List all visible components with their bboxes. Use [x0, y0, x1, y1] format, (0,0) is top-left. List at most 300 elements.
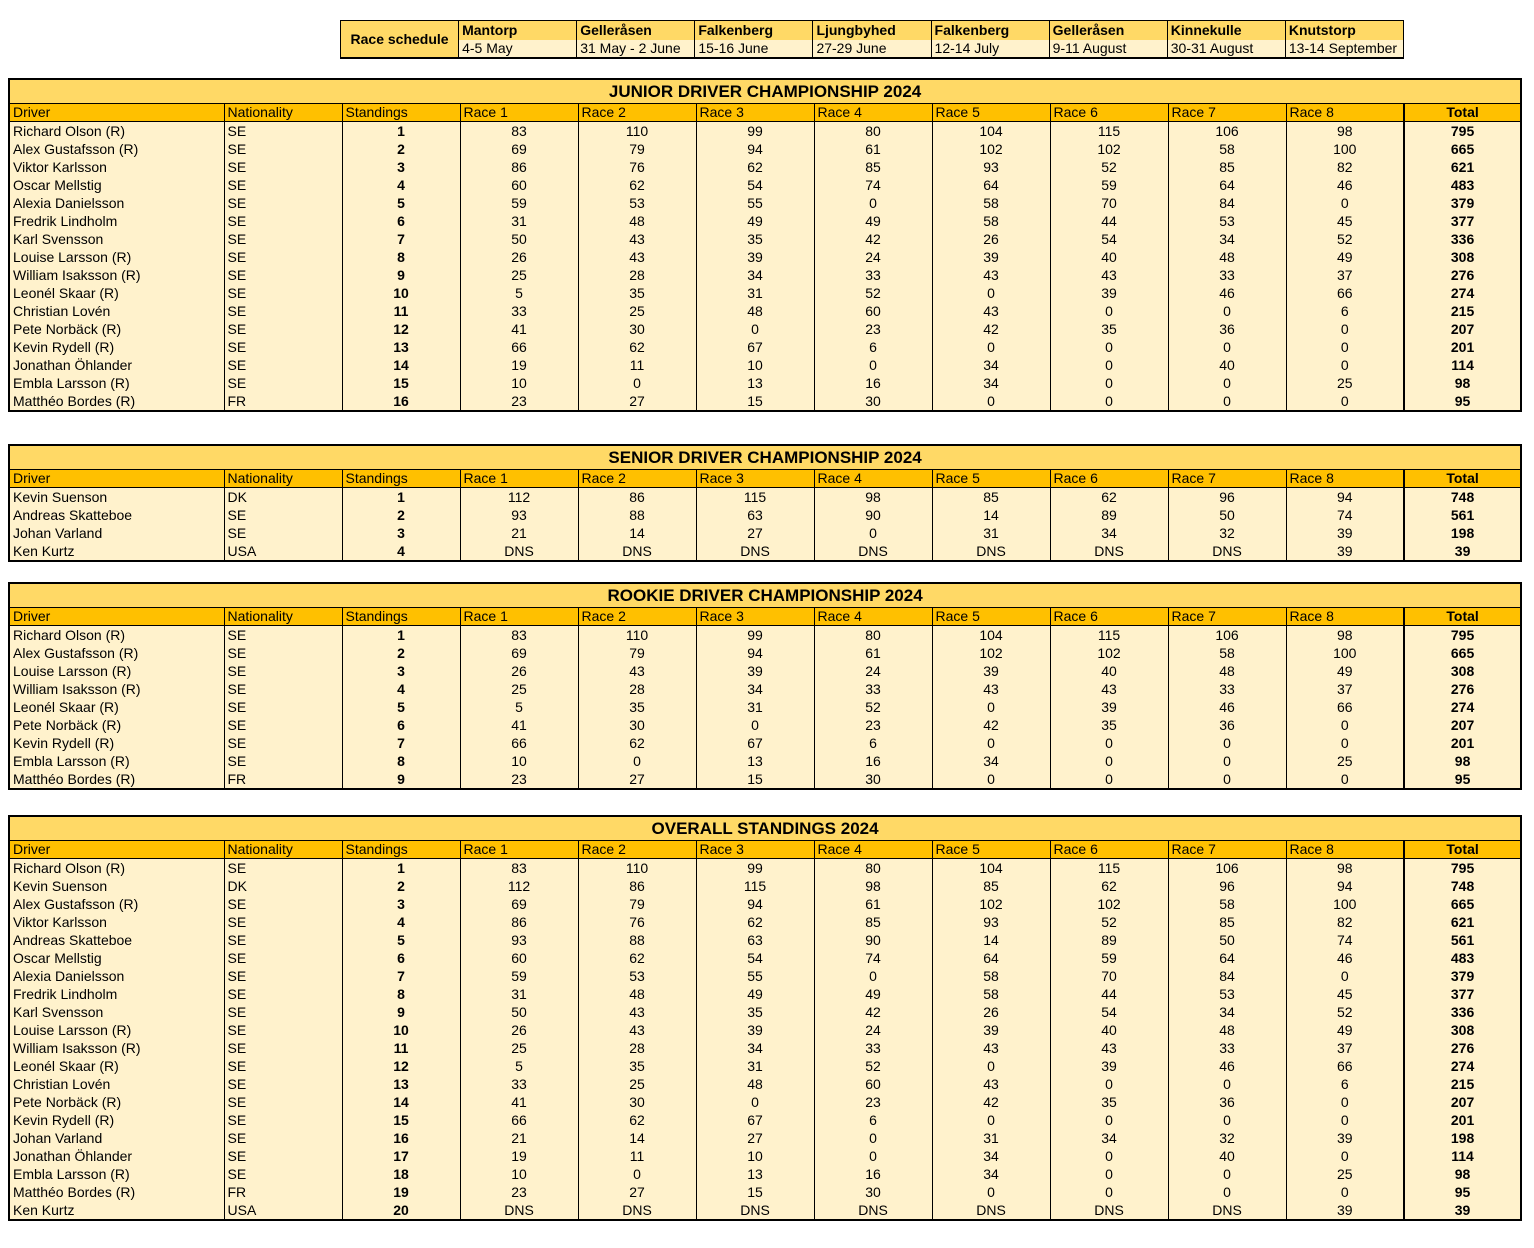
race-points: 79 — [578, 140, 696, 158]
race-points: 32 — [1168, 524, 1286, 542]
column-header: Race 1 — [460, 470, 578, 488]
driver-name: Andreas Skatteboe — [9, 931, 224, 949]
race-points: DNS — [460, 1201, 578, 1220]
race-points: 28 — [578, 680, 696, 698]
race-points: 0 — [814, 967, 932, 985]
table-row — [9, 1039, 1521, 1057]
race-points: 94 — [696, 140, 814, 158]
driver-name: Louise Larsson (R) — [9, 248, 224, 266]
table-row — [9, 1057, 1521, 1075]
total-points: 198 — [1404, 1129, 1521, 1147]
race-points: 115 — [1050, 859, 1168, 878]
race-points: 39 — [1050, 284, 1168, 302]
nationality: SE — [224, 1165, 342, 1183]
nationality: SE — [224, 680, 342, 698]
total-points: 308 — [1404, 1021, 1521, 1039]
race-points: 85 — [814, 913, 932, 931]
race-points: 39 — [932, 1021, 1050, 1039]
race-points: 34 — [932, 752, 1050, 770]
race-points: 115 — [1050, 122, 1168, 141]
nationality: SE — [224, 913, 342, 931]
race-points: 46 — [1286, 949, 1404, 967]
race-points: 27 — [578, 770, 696, 789]
race-points: 35 — [1050, 716, 1168, 734]
driver-name: Kevin Suenson — [9, 488, 224, 507]
race-points: 14 — [932, 506, 1050, 524]
race-points: 42 — [932, 1093, 1050, 1111]
total-points: 201 — [1404, 734, 1521, 752]
total-points: 795 — [1404, 626, 1521, 645]
race-points: 27 — [578, 392, 696, 411]
standing: 7 — [342, 734, 460, 752]
schedule-venue: Kinnekulle — [1167, 21, 1285, 41]
standing: 3 — [342, 524, 460, 542]
table-row — [9, 949, 1521, 967]
race-points: 43 — [578, 1021, 696, 1039]
standing: 2 — [342, 140, 460, 158]
race-points: 45 — [1286, 212, 1404, 230]
standing: 4 — [342, 913, 460, 931]
schedule-dates: 15-16 June — [695, 40, 813, 58]
race-points: 89 — [1050, 931, 1168, 949]
race-points: 23 — [460, 392, 578, 411]
race-points: 100 — [1286, 644, 1404, 662]
nationality: SE — [224, 212, 342, 230]
column-header: Race 3 — [696, 841, 814, 859]
race-points: 40 — [1168, 356, 1286, 374]
race-points: 40 — [1168, 1147, 1286, 1165]
race-points: 33 — [1168, 680, 1286, 698]
race-points: 0 — [1050, 338, 1168, 356]
race-points: 31 — [460, 985, 578, 1003]
driver-name: Viktor Karlsson — [9, 158, 224, 176]
race-points: 85 — [932, 877, 1050, 895]
column-header: Race 4 — [814, 104, 932, 122]
race-points: 94 — [1286, 877, 1404, 895]
race-points: 58 — [1168, 895, 1286, 913]
race-points: 106 — [1168, 122, 1286, 141]
nationality: SE — [224, 1129, 342, 1147]
race-points: 45 — [1286, 985, 1404, 1003]
nationality: DK — [224, 877, 342, 895]
column-header: Race 6 — [1050, 104, 1168, 122]
race-points: 62 — [578, 734, 696, 752]
race-points: 79 — [578, 644, 696, 662]
junior-standings-table — [8, 78, 1522, 412]
race-points: 44 — [1050, 212, 1168, 230]
race-points: 93 — [460, 506, 578, 524]
nationality: FR — [224, 770, 342, 789]
race-points: 48 — [696, 302, 814, 320]
total-points: 95 — [1404, 392, 1521, 411]
race-points: 25 — [1286, 752, 1404, 770]
table-row — [9, 194, 1521, 212]
race-points: 90 — [814, 506, 932, 524]
column-header: Race 6 — [1050, 608, 1168, 626]
nationality: FR — [224, 1183, 342, 1201]
race-points: 23 — [814, 1093, 932, 1111]
total-points: 377 — [1404, 212, 1521, 230]
race-points: 0 — [1050, 392, 1168, 411]
table-title: JUNIOR DRIVER CHAMPIONSHIP 2024 — [9, 79, 1521, 104]
race-points: 102 — [1050, 644, 1168, 662]
race-points: 98 — [1286, 859, 1404, 878]
race-points: 66 — [460, 1111, 578, 1129]
total-points: 483 — [1404, 949, 1521, 967]
standing: 2 — [342, 506, 460, 524]
schedule-venue: Mantorp — [459, 21, 577, 41]
race-points: 23 — [814, 716, 932, 734]
race-points: 34 — [1050, 524, 1168, 542]
nationality: SE — [224, 122, 342, 141]
schedule-venue: Gelleråsen — [1049, 21, 1167, 41]
race-points: 48 — [1168, 1021, 1286, 1039]
nationality: SE — [224, 716, 342, 734]
driver-name: Oscar Mellstig — [9, 176, 224, 194]
race-points: 61 — [814, 140, 932, 158]
column-header: Race 2 — [578, 104, 696, 122]
table-row — [9, 895, 1521, 913]
race-points: 94 — [696, 895, 814, 913]
schedule-venue: Falkenberg — [695, 21, 813, 41]
standing: 6 — [342, 212, 460, 230]
race-points: 86 — [578, 488, 696, 507]
driver-name: Matthéo Bordes (R) — [9, 392, 224, 411]
race-points: 49 — [814, 985, 932, 1003]
standing: 2 — [342, 877, 460, 895]
race-points: 52 — [814, 1057, 932, 1075]
total-points: 377 — [1404, 985, 1521, 1003]
race-points: 64 — [1168, 949, 1286, 967]
driver-name: Kevin Suenson — [9, 877, 224, 895]
driver-name: Louise Larsson (R) — [9, 662, 224, 680]
table-row — [9, 967, 1521, 985]
race-points: 52 — [814, 698, 932, 716]
nationality: USA — [224, 542, 342, 561]
race-points: 60 — [460, 949, 578, 967]
race-points: 35 — [696, 1003, 814, 1021]
race-points: 37 — [1286, 266, 1404, 284]
race-points: 30 — [578, 320, 696, 338]
nationality: SE — [224, 1075, 342, 1093]
race-points: 53 — [1168, 212, 1286, 230]
race-points: 102 — [932, 644, 1050, 662]
race-points: 34 — [1168, 1003, 1286, 1021]
race-points: 0 — [696, 1093, 814, 1111]
race-points: 35 — [1050, 320, 1168, 338]
table-row — [9, 770, 1521, 789]
race-points: 70 — [1050, 967, 1168, 985]
race-points: 54 — [696, 949, 814, 967]
column-header: Race 5 — [932, 104, 1050, 122]
race-points: 26 — [460, 662, 578, 680]
race-points: 10 — [460, 1165, 578, 1183]
race-points: 25 — [1286, 374, 1404, 392]
race-points: 0 — [1168, 752, 1286, 770]
race-points: 23 — [814, 320, 932, 338]
driver-name: Leonél Skaar (R) — [9, 284, 224, 302]
race-points: 6 — [814, 734, 932, 752]
race-points: 5 — [460, 284, 578, 302]
race-points: 83 — [460, 122, 578, 141]
total-points: 207 — [1404, 1093, 1521, 1111]
nationality: SE — [224, 698, 342, 716]
race-points: 0 — [1286, 770, 1404, 789]
race-points: 53 — [578, 194, 696, 212]
standing: 15 — [342, 1111, 460, 1129]
race-points: 115 — [696, 488, 814, 507]
driver-name: Alex Gustafsson (R) — [9, 140, 224, 158]
race-points: 44 — [1050, 985, 1168, 1003]
race-points: 67 — [696, 338, 814, 356]
standing: 17 — [342, 1147, 460, 1165]
table-row — [9, 230, 1521, 248]
race-points: 23 — [460, 770, 578, 789]
standing: 9 — [342, 266, 460, 284]
race-points: 67 — [696, 734, 814, 752]
total-points: 336 — [1404, 1003, 1521, 1021]
table-row — [9, 877, 1521, 895]
race-points: 50 — [460, 1003, 578, 1021]
race-points: 0 — [696, 716, 814, 734]
nationality: SE — [224, 230, 342, 248]
total-points: 379 — [1404, 194, 1521, 212]
race-points: 6 — [1286, 302, 1404, 320]
race-points: 16 — [814, 752, 932, 770]
standing: 7 — [342, 967, 460, 985]
table-row — [9, 374, 1521, 392]
race-points: 43 — [1050, 1039, 1168, 1057]
race-points: 0 — [932, 392, 1050, 411]
race-points: 58 — [932, 985, 1050, 1003]
race-points: DNS — [932, 542, 1050, 561]
race-points: 0 — [1168, 1183, 1286, 1201]
nationality: SE — [224, 644, 342, 662]
race-points: 115 — [696, 877, 814, 895]
driver-name: Alex Gustafsson (R) — [9, 644, 224, 662]
column-header: Race 4 — [814, 470, 932, 488]
race-points: 83 — [460, 859, 578, 878]
race-points: DNS — [932, 1201, 1050, 1220]
race-points: 0 — [814, 1129, 932, 1147]
race-points: 53 — [578, 967, 696, 985]
race-points: 5 — [460, 698, 578, 716]
race-points: 0 — [1168, 392, 1286, 411]
race-points: 21 — [460, 524, 578, 542]
race-points: 63 — [696, 506, 814, 524]
total-points: 748 — [1404, 488, 1521, 507]
race-points: 84 — [1168, 194, 1286, 212]
race-points: 104 — [932, 859, 1050, 878]
driver-name: Fredrik Lindholm — [9, 985, 224, 1003]
senior-standings-table — [8, 444, 1522, 562]
race-points: 93 — [460, 931, 578, 949]
race-points: 37 — [1286, 680, 1404, 698]
driver-name: Richard Olson (R) — [9, 626, 224, 645]
race-points: 60 — [814, 1075, 932, 1093]
race-points: 19 — [460, 356, 578, 374]
table-row — [9, 662, 1521, 680]
race-points: 86 — [578, 877, 696, 895]
standing: 10 — [342, 284, 460, 302]
race-points: 31 — [932, 1129, 1050, 1147]
race-points: 30 — [814, 1183, 932, 1201]
column-header: Standings — [342, 608, 460, 626]
driver-name: Kevin Rydell (R) — [9, 734, 224, 752]
table-row — [9, 698, 1521, 716]
column-header: Race 6 — [1050, 470, 1168, 488]
race-points: 0 — [1168, 734, 1286, 752]
column-header: Race 3 — [696, 608, 814, 626]
race-points: 24 — [814, 248, 932, 266]
column-header: Race 8 — [1286, 104, 1404, 122]
table-row — [9, 1021, 1521, 1039]
table-title: SENIOR DRIVER CHAMPIONSHIP 2024 — [9, 445, 1521, 470]
driver-name: Embla Larsson (R) — [9, 752, 224, 770]
table-row — [9, 931, 1521, 949]
nationality: SE — [224, 985, 342, 1003]
schedule-dates: 9-11 August — [1049, 40, 1167, 58]
column-header: Nationality — [224, 841, 342, 859]
standing: 19 — [342, 1183, 460, 1201]
race-points: 49 — [696, 985, 814, 1003]
race-points: 102 — [1050, 140, 1168, 158]
race-points: 62 — [696, 158, 814, 176]
table-row — [9, 1003, 1521, 1021]
race-points: 0 — [1286, 392, 1404, 411]
table-row — [9, 158, 1521, 176]
total-points: 207 — [1404, 716, 1521, 734]
column-header: Race 3 — [696, 104, 814, 122]
table-row — [9, 626, 1521, 645]
race-points: 0 — [1050, 1165, 1168, 1183]
race-points: 31 — [696, 1057, 814, 1075]
column-header: Driver — [9, 841, 224, 859]
standing: 8 — [342, 985, 460, 1003]
race-points: DNS — [1168, 542, 1286, 561]
total-points: 114 — [1404, 356, 1521, 374]
race-points: 62 — [578, 1111, 696, 1129]
race-points: DNS — [696, 542, 814, 561]
race-points: 13 — [696, 752, 814, 770]
race-points: 46 — [1168, 284, 1286, 302]
schedule-dates: 4-5 May — [459, 40, 577, 58]
race-points: 100 — [1286, 140, 1404, 158]
race-points: 52 — [1286, 230, 1404, 248]
column-header: Driver — [9, 470, 224, 488]
nationality: SE — [224, 734, 342, 752]
race-points: 0 — [814, 356, 932, 374]
nationality: SE — [224, 284, 342, 302]
nationality: FR — [224, 392, 342, 411]
race-points: 62 — [1050, 877, 1168, 895]
table-row — [9, 1093, 1521, 1111]
race-points: 0 — [1286, 320, 1404, 338]
race-points: 67 — [696, 1111, 814, 1129]
race-points: 49 — [1286, 248, 1404, 266]
standing: 13 — [342, 338, 460, 356]
column-header: Driver — [9, 608, 224, 626]
race-schedule — [340, 20, 1404, 59]
race-points: 33 — [814, 680, 932, 698]
driver-name: Johan Varland — [9, 524, 224, 542]
race-points: DNS — [1050, 1201, 1168, 1220]
race-points: 54 — [1050, 230, 1168, 248]
race-points: 110 — [578, 626, 696, 645]
race-schedule-label: Race schedule — [341, 21, 459, 59]
race-points: 31 — [696, 698, 814, 716]
race-points: 36 — [1168, 716, 1286, 734]
total-points: 308 — [1404, 662, 1521, 680]
table-row — [9, 1129, 1521, 1147]
nationality: SE — [224, 176, 342, 194]
total-points: 95 — [1404, 770, 1521, 789]
race-points: 62 — [578, 949, 696, 967]
race-points: 13 — [696, 1165, 814, 1183]
race-points: 66 — [460, 734, 578, 752]
column-header: Race 8 — [1286, 841, 1404, 859]
race-points: 85 — [814, 158, 932, 176]
race-points: 33 — [814, 1039, 932, 1057]
race-points: 62 — [578, 338, 696, 356]
nationality: SE — [224, 895, 342, 913]
column-header: Race 2 — [578, 608, 696, 626]
race-points: 74 — [1286, 931, 1404, 949]
table-row — [9, 913, 1521, 931]
column-header: Nationality — [224, 608, 342, 626]
race-points: 13 — [696, 374, 814, 392]
race-points: 0 — [814, 1147, 932, 1165]
race-points: 50 — [1168, 506, 1286, 524]
total-points: 621 — [1404, 913, 1521, 931]
race-points: 34 — [1050, 1129, 1168, 1147]
race-points: 98 — [814, 877, 932, 895]
race-points: 62 — [696, 913, 814, 931]
driver-name: Alexia Danielsson — [9, 967, 224, 985]
race-points: 106 — [1168, 859, 1286, 878]
race-points: 27 — [696, 524, 814, 542]
race-points: 106 — [1168, 626, 1286, 645]
race-points: 58 — [1168, 644, 1286, 662]
race-points: 46 — [1168, 698, 1286, 716]
race-points: 99 — [696, 626, 814, 645]
race-points: 58 — [932, 212, 1050, 230]
race-points: 33 — [1168, 1039, 1286, 1057]
table-row — [9, 859, 1521, 878]
race-points: 30 — [578, 1093, 696, 1111]
race-points: 0 — [1286, 356, 1404, 374]
driver-name: William Isaksson (R) — [9, 1039, 224, 1057]
race-points: 85 — [1168, 913, 1286, 931]
race-points: 39 — [932, 248, 1050, 266]
nationality: SE — [224, 194, 342, 212]
nationality: SE — [224, 302, 342, 320]
total-points: 39 — [1404, 542, 1521, 561]
driver-name: Pete Norbäck (R) — [9, 320, 224, 338]
total-points: 748 — [1404, 877, 1521, 895]
nationality: SE — [224, 949, 342, 967]
race-points: 54 — [1050, 1003, 1168, 1021]
race-points: 0 — [1050, 734, 1168, 752]
column-header: Race 5 — [932, 470, 1050, 488]
race-points: 43 — [932, 680, 1050, 698]
table-row — [9, 680, 1521, 698]
table-row — [9, 1201, 1521, 1220]
race-points: 94 — [696, 644, 814, 662]
race-points: 15 — [696, 1183, 814, 1201]
race-points: 43 — [932, 302, 1050, 320]
driver-name: William Isaksson (R) — [9, 266, 224, 284]
